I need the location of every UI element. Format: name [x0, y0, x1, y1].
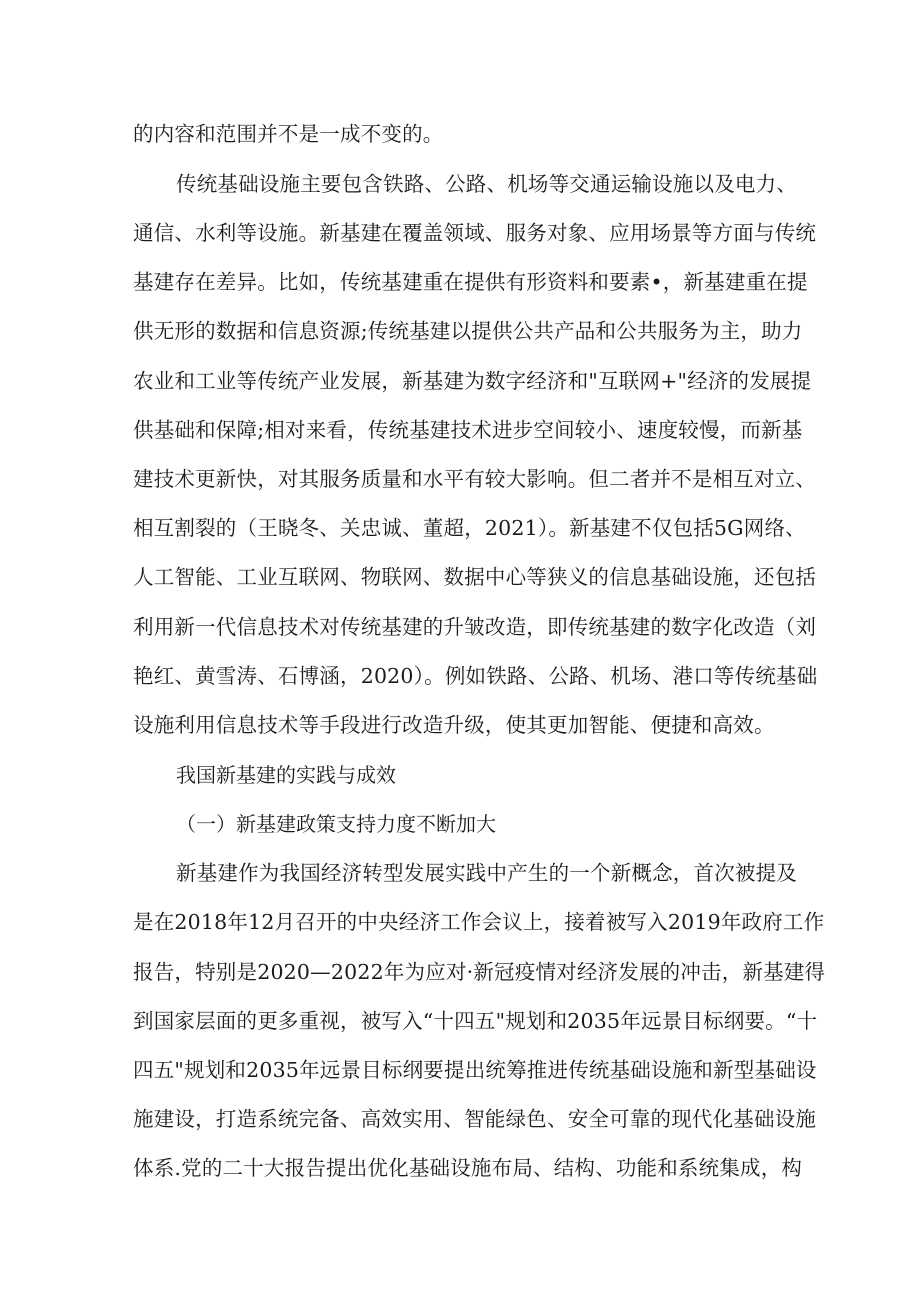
paragraph-line: 体系.党的二十大报告提出优化基础设施布局、结构、功能和系统集成，构	[133, 1156, 803, 1180]
paragraph-line: 人工智能、工业互联网、物联网、数据中心等狭义的信息基础设施，还包括	[133, 565, 817, 589]
paragraph-line: 供无形的数据和信息资源;传统基建以提供公共产品和公共服务为主，助力	[133, 319, 803, 343]
paragraph-line: 利用新一代信息技术对传统基建的升皱改造，即传统基建的数字化改造（刘	[133, 615, 817, 639]
section-heading: 我国新基建的实践与成效	[176, 763, 396, 787]
paragraph-line: 基建存在差异。比如，传统基建重在提供有形资料和要素•，新基建重在提	[133, 270, 808, 294]
subsection-heading: （一）新基建政策支持力度不断加大	[176, 812, 496, 836]
paragraph-line: 供基础和保障;相对来看，传统基建技术进步空间较小、速度较慢，而新基	[133, 418, 803, 442]
paragraph-line: 相互割裂的（王晓冬、关忠诚、董超，2021）。新基建不仅包括5G网络、	[133, 516, 806, 540]
paragraph-line: 四五"规划和2035年远景目标纲要提出统筹推进传统基础设施和新型基础设	[133, 1058, 817, 1082]
paragraph-line: 新基建作为我国经济转型发展实践中产生的一个新概念，首次被提及	[176, 861, 797, 885]
paragraph-line: 施建设，打造系统完备、高效实用、智能绿色、安全可靠的现代化基础设施	[133, 1107, 817, 1131]
paragraph-line: 设施利用信息技术等手段进行改造升级，使其更加智能、便捷和高效。	[133, 713, 775, 737]
paragraph-line: 艳红、黄雪涛、石博涵，2020）。例如铁路、公路、机场、港口等传统基础	[133, 664, 818, 688]
paragraph-line: 的内容和范围并不是一成不变的。	[133, 122, 444, 146]
paragraph-line: 报告，特别是2020—2022年为应对·新冠疫情对经济发展的冲击，新基建得	[133, 960, 826, 984]
paragraph-line: 是在2018年12月召开的中央经济工作会议上，接着被写入2019年政府工作	[133, 910, 825, 934]
paragraph-line: 到国家层面的更多重视，被写入“十四五"规划和2035年远景目标纲要。“十	[133, 1009, 818, 1033]
paragraph-line: 通信、水利等设施。新基建在覆盖领域、服务对象、应用场景等方面与传统	[133, 221, 817, 245]
paragraph-line: 传统基础设施主要包含铁路、公路、机场等交通运输设施以及电力、	[176, 172, 797, 196]
paragraph-line: 建技术更新快，对其服务质量和水平有较大影响。但二者并不是相互对立、	[133, 467, 817, 491]
paragraph-line: 农业和工业等传统产业发展，新基建为数字经济和"互联网+"经济的发展提	[133, 369, 812, 393]
